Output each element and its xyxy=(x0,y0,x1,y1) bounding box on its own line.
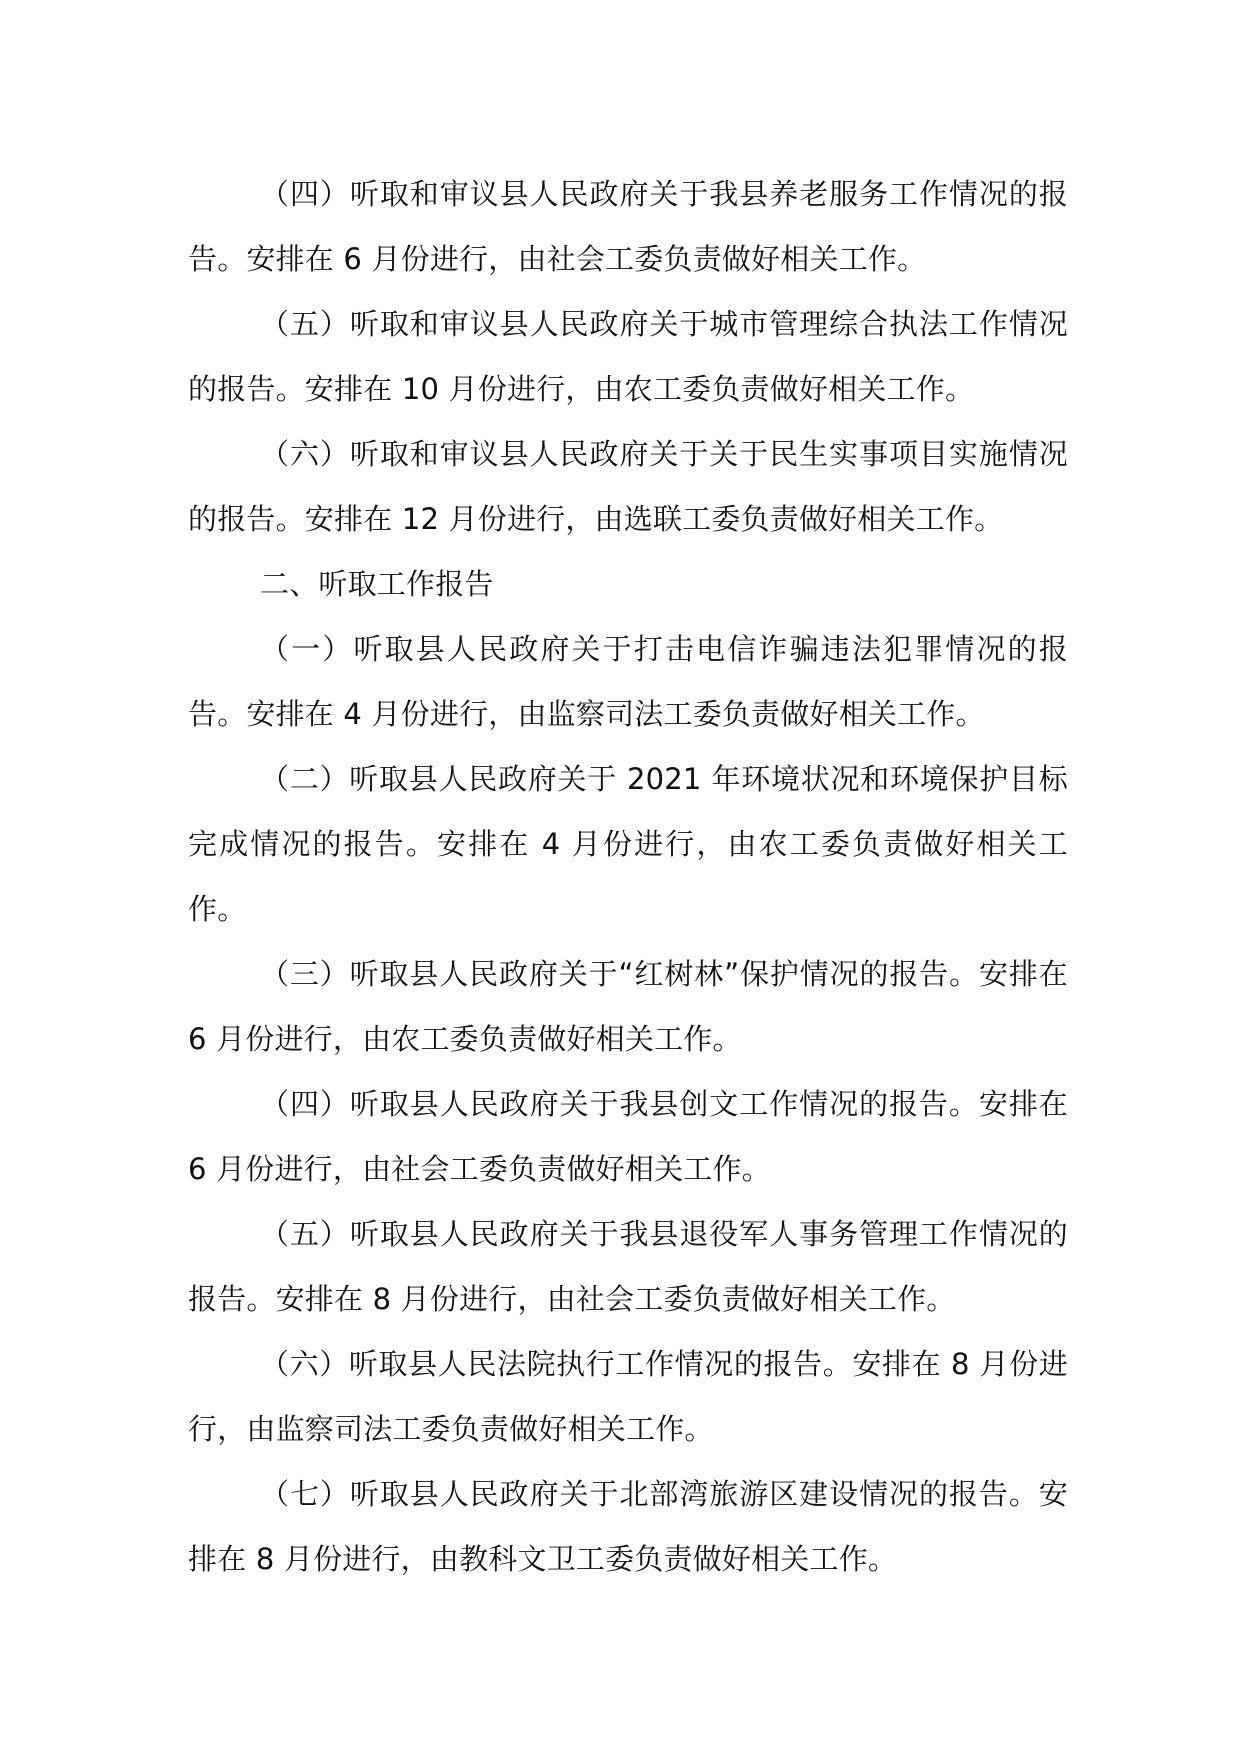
paragraph-report-5-urban-management: （五）听取和审议县人民政府关于城市管理综合执法工作情况的报告。安排在 10 月份进行，由农工委负责做好相关工作。 xyxy=(188,307,1068,406)
paragraph-report-6-livelihood-projects: （六）听取和审议县人民政府关于关于民生实事项目实施情况的报告。安排在 12 月份进行，由选联工委负责做好相关工作。 xyxy=(188,437,1068,536)
paragraph-work-report-2-environment: （二）听取县人民政府关于 2021 年环境状况和环境保护目标完成情况的报告。安排在 4 月份进行，由农工委负责做好相关工作。 xyxy=(188,762,1068,926)
document-body xyxy=(188,162,1068,1592)
section-heading-work-reports: 二、听取工作报告 xyxy=(260,567,494,601)
paragraph-work-report-1-telecom-fraud: （一）听取县人民政府关于打击电信诈骗违法犯罪情况的报告。安排在 4 月份进行，由监察司法工委负责做好相关工作。 xyxy=(188,632,1068,731)
paragraph-report-4-elderly-care: （四）听取和审议县人民政府关于我县养老服务工作情况的报告。安排在 6 月份进行，由社会工委负责做好相关工作。 xyxy=(188,177,1068,276)
paragraph-work-report-7-tourism: （七）听取县人民政府关于北部湾旅游区建设情况的报告。安排在 8 月份进行，由教科文卫工委负责做好相关工作。 xyxy=(188,1477,1068,1576)
paragraph-work-report-5-veterans: （五）听取县人民政府关于我县退役军人事务管理工作情况的报告。安排在 8 月份进行，由社会工委负责做好相关工作。 xyxy=(188,1217,1068,1316)
paragraph-work-report-6-court: （六）听取县人民法院执行工作情况的报告。安排在 8 月份进行，由监察司法工委负责做好相关工作。 xyxy=(188,1347,1068,1446)
paragraph-work-report-4-civilization: （四）听取县人民政府关于我县创文工作情况的报告。安排在 6 月份进行，由社会工委负责做好相关工作。 xyxy=(188,1087,1068,1186)
paragraph-work-report-3-mangrove: （三）听取县人民政府关于“红树林”保护情况的报告。安排在 6 月份进行，由农工委负责做好相关工作。 xyxy=(188,957,1068,1056)
